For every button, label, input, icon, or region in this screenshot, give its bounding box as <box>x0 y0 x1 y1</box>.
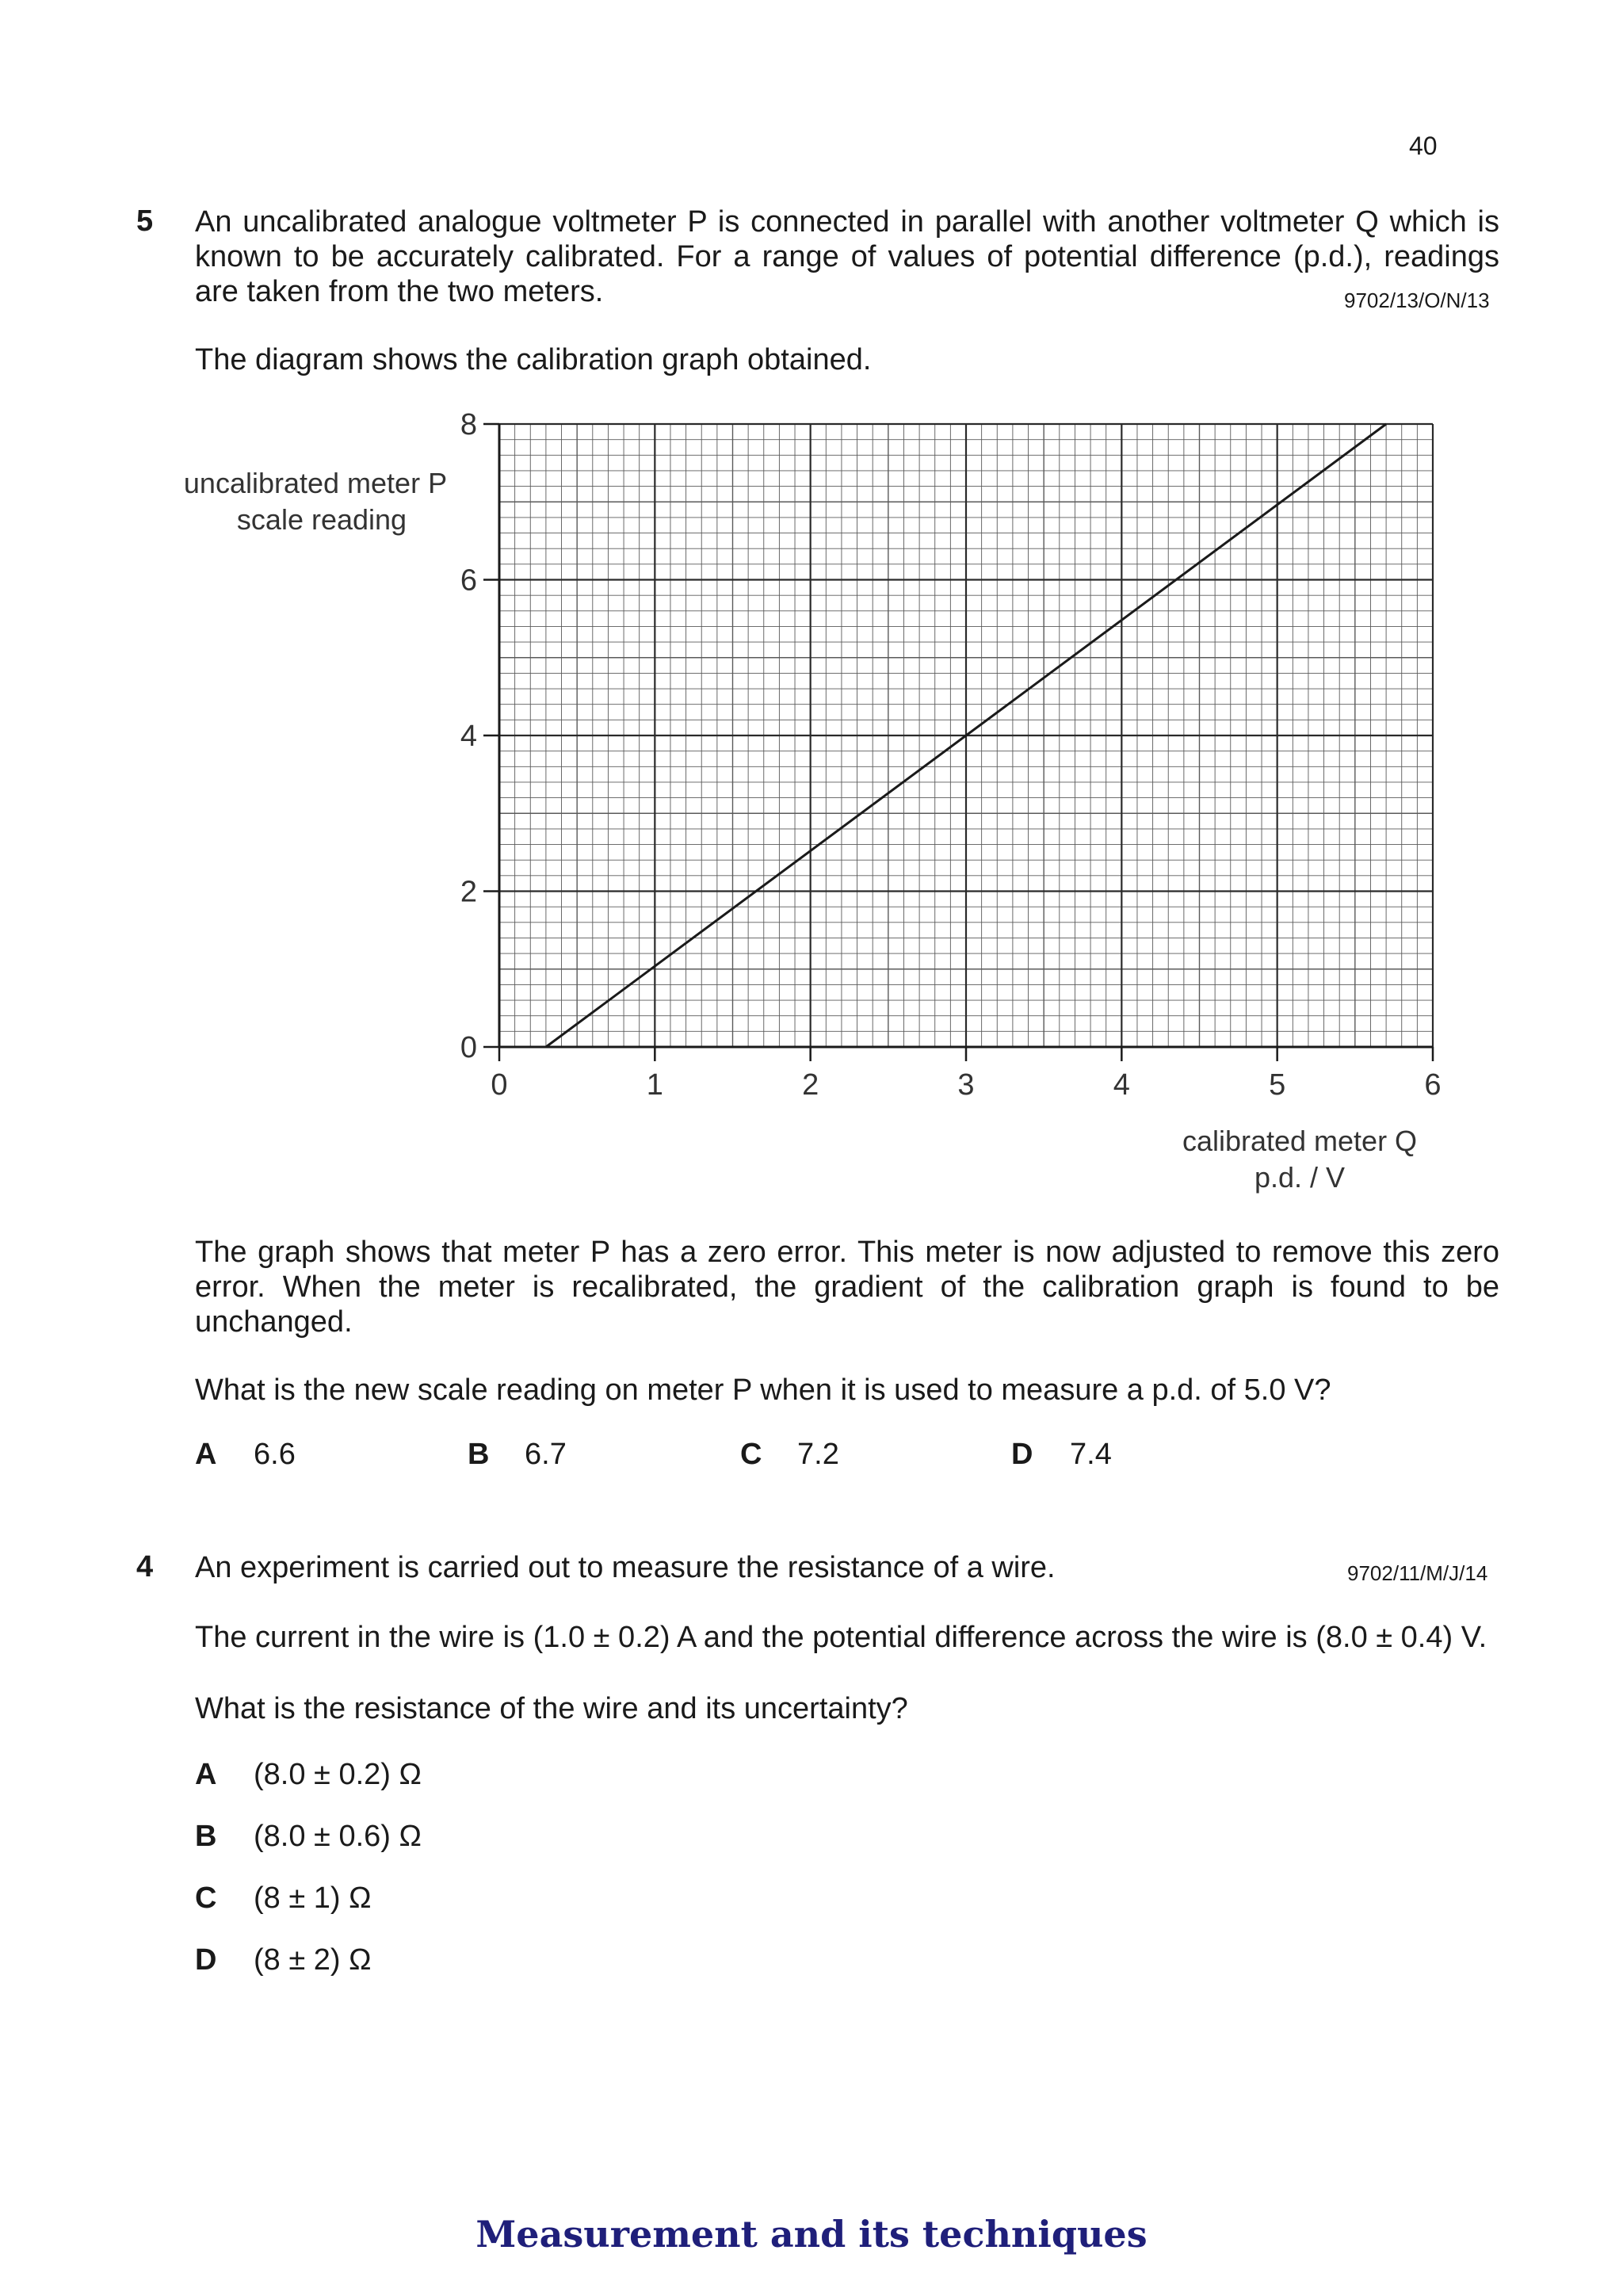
q4-option-c-letter[interactable]: C <box>195 1881 217 1915</box>
y-tick-label: 8 <box>460 408 477 441</box>
q5-option-a-text[interactable]: 6.6 <box>254 1438 296 1471</box>
q4-option-c-text[interactable]: (8 ± 1) Ω <box>254 1881 372 1915</box>
question-4-reference: 9702/11/M/J/14 <box>1347 1561 1488 1585</box>
q4-option-a-letter[interactable]: A <box>195 1758 217 1791</box>
x-tick-label: 4 <box>1113 1068 1130 1102</box>
x-axis-label-line1: calibrated meter Q <box>1182 1125 1418 1157</box>
y-axis-label-line1: uncalibrated meter P <box>183 467 448 499</box>
x-tick-label: 2 <box>802 1068 819 1102</box>
q5-option-c-text[interactable]: 7.2 <box>797 1438 839 1471</box>
q5-option-d-letter[interactable]: D <box>1011 1438 1033 1471</box>
question-5-diagram-sentence: The diagram shows the calibration graph obtained. <box>195 343 872 376</box>
question-5-intro: An uncalibrated analogue voltmeter P is connected in parallel with another voltmeter Q which is known to be accurately calibrated. For a range of values of potential difference (p.d.), readings are taken from the two meters. <box>195 205 1499 308</box>
q4-option-a-text[interactable]: (8.0 ± 0.2) Ω <box>254 1758 422 1791</box>
q4-option-b-text[interactable]: (8.0 ± 0.6) Ω <box>254 1820 422 1853</box>
q5-option-b-text[interactable]: 6.7 <box>525 1438 567 1471</box>
y-tick-label: 6 <box>460 563 477 598</box>
question-4-question: What is the resistance of the wire and its uncertainty? <box>195 1692 908 1725</box>
q5-option-d-text[interactable]: 7.4 <box>1070 1438 1112 1471</box>
question-5-after-graph: The graph shows that meter P has a zero error. This meter is now adjusted to remove this zero error. When the meter is recalibrated, the gradient of the calibration graph is found to be unchanged. <box>195 1236 1499 1339</box>
footer-title: Measurement and its techniques <box>475 2213 1148 2256</box>
x-tick-label: 0 <box>491 1068 508 1102</box>
q5-option-b-letter[interactable]: B <box>468 1438 490 1471</box>
question-4-intro: An experiment is carried out to measure the resistance of a wire. <box>195 1551 1056 1584</box>
y-tick-label: 4 <box>460 720 477 753</box>
q5-option-a-letter[interactable]: A <box>195 1438 217 1471</box>
q4-option-d-text[interactable]: (8 ± 2) Ω <box>254 1943 372 1977</box>
q5-option-c-letter[interactable]: C <box>740 1438 762 1471</box>
page-number: 40 <box>1409 132 1438 160</box>
question-5-question: What is the new scale reading on meter P when it is used to measure a p.d. of 5.0 V? <box>195 1373 1331 1407</box>
x-tick-label: 6 <box>1424 1068 1442 1102</box>
question-4-data: The current in the wire is (1.0 ± 0.2) A and the potential difference across the wire is (8.0 ± 0.4) V. <box>195 1621 1487 1654</box>
x-tick-label: 5 <box>1269 1068 1286 1102</box>
y-tick-label: 0 <box>460 1031 477 1064</box>
q4-option-d-letter[interactable]: D <box>195 1943 217 1977</box>
y-axis-label-line2: scale reading <box>236 503 407 536</box>
question-5-number: 5 <box>136 204 154 238</box>
q4-option-b-letter[interactable]: B <box>195 1820 217 1853</box>
x-tick-label: 1 <box>646 1068 663 1102</box>
question-4-number: 4 <box>136 1550 154 1584</box>
question-5-reference: 9702/13/O/N/13 <box>1344 288 1490 312</box>
y-tick-label: 2 <box>460 875 477 909</box>
x-axis-label-line2: p.d. / V <box>1254 1161 1346 1194</box>
x-tick-label: 3 <box>957 1068 975 1102</box>
